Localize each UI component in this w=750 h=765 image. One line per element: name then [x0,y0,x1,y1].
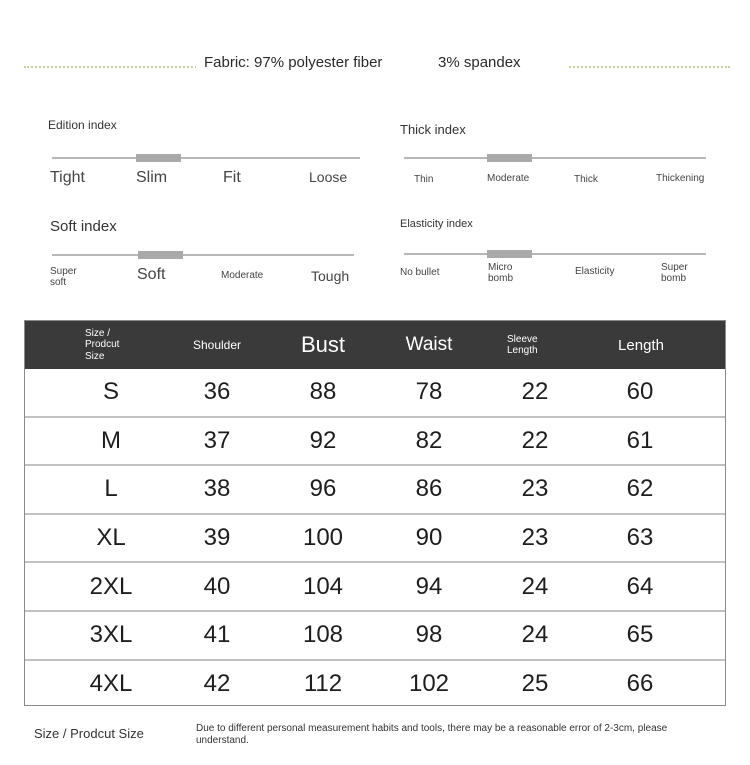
soft-label-soft: Soft [137,266,166,283]
edition-label-loose: Loose [309,169,348,185]
cell-shoulder: 37 [203,426,231,454]
cell-length: 61 [626,426,654,454]
cell-size: 3XL [89,621,133,649]
cell-waist: 86 [415,475,443,503]
cell-bust: 112 [303,669,343,697]
footer-size-label: Size / Prodcut Size [34,726,144,741]
cell-shoulder: 40 [203,572,231,600]
fabric-composition [196,52,568,78]
elasticity-label-no-bullet: No bullet [400,267,440,278]
size-table-header [25,321,725,369]
cell-bust: 104 [302,572,344,600]
header-length: Length [618,336,664,354]
cell-bust: 108 [302,621,344,649]
cell-length: 62 [626,475,654,503]
thick-label-thin: Thin [414,174,434,185]
header-shoulder: Shoulder [192,338,242,352]
cell-waist: 82 [415,426,443,454]
edition-label-tight: Tight [50,169,85,186]
cell-sleeve-length: 22 [521,378,549,406]
edition-label-fit: Fit [223,169,241,186]
divider-right [566,66,730,68]
cell-shoulder: 39 [203,524,231,552]
divider-left [24,66,204,68]
header-size: Size / Prodcut Size [85,327,120,362]
cell-bust: 92 [309,426,337,454]
cell-sleeve-length: 24 [521,572,549,600]
table-row [25,369,725,418]
header-bust: Bust [300,332,346,357]
soft-label-super-soft: Super soft [50,266,77,288]
cell-shoulder: 42 [203,669,231,697]
thick-index-marker [487,154,532,162]
elasticity-index-title: Elasticity index [400,218,473,230]
cell-waist: 94 [415,572,443,600]
table-row [25,466,725,515]
cell-waist: 98 [415,621,443,649]
table-row [25,515,725,564]
cell-sleeve-length: 25 [521,669,549,697]
header-sleeve-length: Sleeve Length [507,333,538,356]
cell-length: 64 [626,572,654,600]
cell-bust: 96 [309,475,337,503]
cell-length: 60 [626,378,654,406]
cell-size: 4XL [89,669,133,697]
cell-size: S [102,378,119,406]
table-row [25,612,725,661]
cell-bust: 100 [302,524,344,552]
elasticity-label-super-bomb: Super bomb [661,262,688,284]
cell-sleeve-length: 24 [521,621,549,649]
soft-label-moderate: Moderate [221,270,264,281]
cell-length: 66 [626,669,654,697]
cell-length: 63 [626,524,654,552]
soft-label-tough: Tough [311,268,350,284]
cell-sleeve-length: 23 [521,524,549,552]
cell-shoulder: 36 [203,378,231,406]
table-row [25,563,725,612]
cell-size: L [104,475,118,503]
size-table [24,320,726,706]
thick-label-thickening: Thickening [656,173,705,184]
table-row [25,661,725,710]
soft-index-title: Soft index [50,218,117,235]
cell-size: XL [96,524,126,552]
cell-sleeve-length: 23 [521,475,549,503]
soft-index-track [52,254,354,256]
cell-waist: 78 [415,378,443,406]
edition-index-track [52,157,360,159]
cell-shoulder: 41 [203,621,231,649]
fabric-composition-primary: Fabric: 97% polyester fiber [204,54,383,71]
elasticity-index-marker [487,250,532,258]
thick-label-moderate: Moderate [487,173,530,184]
thick-index-track [404,157,706,159]
cell-bust: 88 [309,378,337,406]
cell-length: 65 [626,621,654,649]
elasticity-label-elasticity: Elasticity [575,266,615,277]
cell-waist: 90 [415,524,443,552]
elasticity-index-track [404,253,706,255]
cell-waist: 102 [408,669,450,697]
table-row [25,418,725,467]
fabric-composition-secondary: 3% spandex [438,54,521,71]
edition-index-marker [136,154,181,162]
footer-measurement-note: Due to different personal measurement habits and tools, there may be a reasonable error of 2-3cm, please understand. [196,723,668,746]
cell-size: 2XL [89,572,133,600]
cell-shoulder: 38 [203,475,231,503]
edition-label-slim: Slim [136,169,168,186]
cell-size: M [101,426,121,454]
soft-index-marker [138,251,183,259]
edition-index-title: Edition index [48,118,117,132]
thick-index-title: Thick index [400,122,466,137]
thick-label-thick: Thick [574,174,598,185]
header-waist: Waist [405,334,453,355]
elasticity-label-micro-bomb: Micro bomb [488,262,514,284]
cell-sleeve-length: 22 [521,426,549,454]
